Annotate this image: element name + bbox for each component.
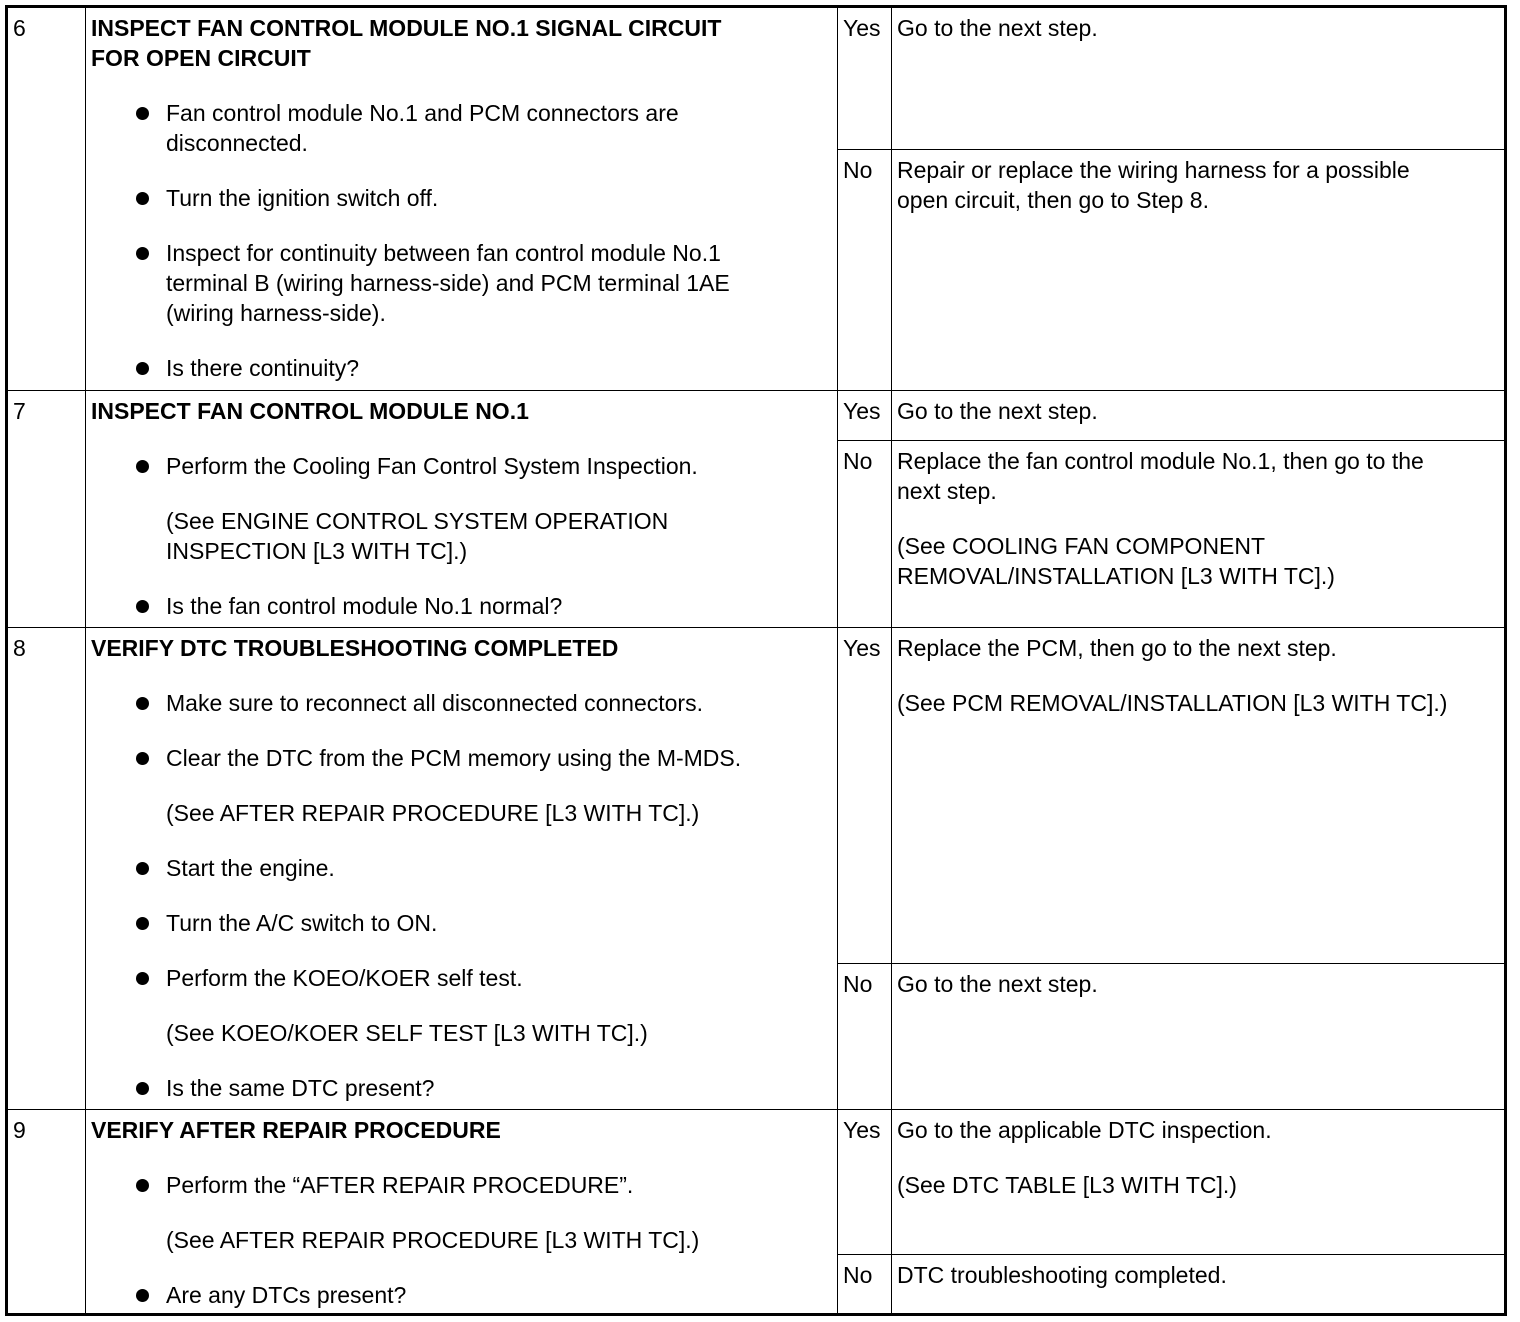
- result-text: Go to the applicable DTC inspection.: [897, 1117, 1272, 1143]
- bullet-icon: [136, 697, 149, 710]
- bullet-text: Fan control module No.1 and PCM connectors are: [166, 100, 679, 126]
- bullet-icon: [136, 862, 149, 875]
- bullet-text: Make sure to reconnect all disconnected connectors.: [166, 690, 703, 716]
- step-row-9: [8, 1110, 1504, 1313]
- step-title: VERIFY AFTER REPAIR PROCEDURE: [91, 1117, 501, 1143]
- yes-label: Yes: [843, 398, 881, 424]
- step-action-cell: [86, 391, 838, 627]
- bullet-icon: [136, 600, 149, 613]
- result-text: Replace the PCM, then go to the next step.: [897, 635, 1337, 661]
- bullet-text: Perform the “AFTER REPAIR PROCEDURE”.: [166, 1172, 634, 1198]
- step-title: VERIFY DTC TROUBLESHOOTING COMPLETED: [91, 635, 619, 661]
- bullet-icon: [136, 1289, 149, 1302]
- yes-label: Yes: [843, 635, 881, 661]
- bullet-text: Is the fan control module No.1 normal?: [166, 593, 563, 619]
- result-yes: [838, 391, 1504, 441]
- result-no: [838, 1255, 1504, 1313]
- bullet-icon: [136, 917, 149, 930]
- reference-note: (See COOLING FAN COMPONENT: [897, 533, 1266, 559]
- step-action-cell: [86, 1110, 838, 1313]
- bullet-text: (wiring harness-side).: [166, 300, 386, 326]
- bullet-text: Perform the Cooling Fan Control System Inspection.: [166, 453, 698, 479]
- bullet-icon: [136, 1082, 149, 1095]
- step-number-cell: [8, 8, 86, 390]
- bullet-text: Are any DTCs present?: [166, 1282, 407, 1308]
- step-row-7: [8, 391, 1504, 628]
- result-text: Go to the next step.: [897, 15, 1098, 41]
- reference-note: (See DTC TABLE [L3 WITH TC].): [897, 1172, 1237, 1198]
- result-text: Go to the next step.: [897, 971, 1098, 997]
- step-title: INSPECT FAN CONTROL MODULE NO.1: [91, 398, 529, 424]
- bullet-text: Turn the ignition switch off.: [166, 185, 439, 211]
- step-result-cell: [838, 8, 1504, 390]
- reference-note: (See AFTER REPAIR PROCEDURE [L3 WITH TC].): [166, 800, 700, 826]
- reference-note: (See AFTER REPAIR PROCEDURE [L3 WITH TC].): [166, 1227, 700, 1253]
- step-number: 6: [13, 15, 26, 41]
- bullet-icon: [136, 362, 149, 375]
- bullet-icon: [136, 972, 149, 985]
- step-action-cell: [86, 628, 838, 1109]
- bullet-text: Clear the DTC from the PCM memory using the M-MDS.: [166, 745, 742, 771]
- step-action-cell: [86, 8, 838, 390]
- no-label: No: [843, 1262, 873, 1288]
- yes-label: Yes: [843, 1117, 881, 1143]
- no-label: No: [843, 157, 873, 183]
- bullet-icon: [136, 752, 149, 765]
- reference-note: (See KOEO/KOER SELF TEST [L3 WITH TC].): [166, 1020, 648, 1046]
- bullet-text: disconnected.: [166, 130, 308, 156]
- result-text: next step.: [897, 478, 997, 504]
- result-yes: [838, 628, 1504, 964]
- step-result-cell: [838, 1110, 1504, 1313]
- reference-note: (See ENGINE CONTROL SYSTEM OPERATION: [166, 508, 669, 534]
- result-text: Go to the next step.: [897, 398, 1098, 424]
- result-no: [838, 150, 1504, 390]
- step-title: INSPECT FAN CONTROL MODULE NO.1 SIGNAL CIRCUIT: [91, 15, 722, 41]
- bullet-icon: [136, 1179, 149, 1192]
- bullet-text: Start the engine.: [166, 855, 335, 881]
- result-text: Replace the fan control module No.1, then go to the: [897, 448, 1424, 474]
- result-yes: [838, 8, 1504, 150]
- result-yes: [838, 1110, 1504, 1255]
- bullet-icon: [136, 192, 149, 205]
- step-number: 9: [13, 1117, 26, 1143]
- bullet-icon: [136, 247, 149, 260]
- step-number: 7: [13, 398, 26, 424]
- step-title: FOR OPEN CIRCUIT: [91, 45, 311, 71]
- result-text: DTC troubleshooting completed.: [897, 1262, 1227, 1288]
- bullet-text: Is there continuity?: [166, 355, 360, 381]
- step-number-cell: [8, 391, 86, 627]
- bullet-icon: [136, 107, 149, 120]
- result-text: open circuit, then go to Step 8.: [897, 187, 1209, 213]
- step-row-6: [8, 8, 1504, 391]
- step-result-cell: [838, 391, 1504, 627]
- step-row-8: [8, 628, 1504, 1110]
- result-text: Repair or replace the wiring harness for a possible: [897, 157, 1410, 183]
- step-result-cell: [838, 628, 1504, 1109]
- no-label: No: [843, 971, 873, 997]
- no-label: No: [843, 448, 873, 474]
- step-number: 8: [13, 635, 26, 661]
- yes-label: Yes: [843, 15, 881, 41]
- bullet-text: Inspect for continuity between fan control module No.1: [166, 240, 721, 266]
- result-no: [838, 441, 1504, 627]
- step-number-cell: [8, 628, 86, 1109]
- reference-note: INSPECTION [L3 WITH TC].): [166, 538, 468, 564]
- bullet-text: Perform the KOEO/KOER self test.: [166, 965, 523, 991]
- bullet-text: Is the same DTC present?: [166, 1075, 435, 1101]
- troubleshooting-table: [5, 5, 1507, 1316]
- bullet-text: terminal B (wiring harness-side) and PCM terminal 1AE: [166, 270, 730, 296]
- bullet-text: Turn the A/C switch to ON.: [166, 910, 438, 936]
- result-no: [838, 964, 1504, 1109]
- reference-note: REMOVAL/INSTALLATION [L3 WITH TC].): [897, 563, 1335, 589]
- reference-note: (See PCM REMOVAL/INSTALLATION [L3 WITH TC].): [897, 690, 1448, 716]
- step-number-cell: [8, 1110, 86, 1313]
- bullet-icon: [136, 460, 149, 473]
